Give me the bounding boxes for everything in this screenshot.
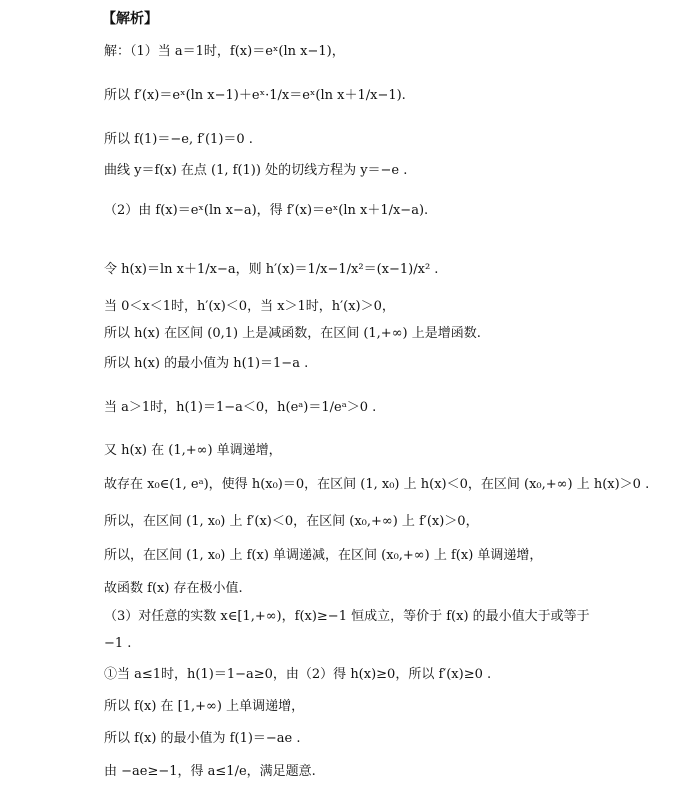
step-11-line: 又 h(x) 在 (1,+∞) 单调递增， bbox=[104, 443, 282, 458]
step-19-line: 所以 f(x) 在 [1,+∞) 上单调递增， bbox=[104, 699, 305, 714]
solution-heading-wrap bbox=[102, 8, 158, 28]
step-7-line: 当 0＜x＜1时，h′(x)＜0，当 x＞1时，h′(x)＞0， bbox=[104, 299, 395, 314]
step-14-line: 所以，在区间 (1, x₀) 上 f(x) 单调递减，在区间 (x₀,+∞) 上 f(x) 单调递增， bbox=[104, 548, 543, 563]
step-15-line: 故函数 f(x) 存在极小值. bbox=[104, 581, 243, 596]
step-3-line: 所以 f(1)＝−e, f′(1)＝0 . bbox=[104, 132, 253, 147]
step-4-line: 曲线 y＝f(x) 在点 (1, f(1)) 处的切线方程为 y＝−e . bbox=[104, 163, 408, 178]
step-21-line: 由 −ae≥−1，得 a≤1/e，满足题意. bbox=[104, 764, 316, 779]
step-20-line: 所以 f(x) 的最小值为 f(1)＝−ae . bbox=[104, 731, 301, 746]
step-10-line: 当 a＞1时，h(1)＝1−a＜0，h(eᵃ)＝1/eᵃ＞0 . bbox=[104, 400, 377, 415]
step-2-line: 所以 f′(x)＝eˣ(ln x−1)＋eˣ·1/x＝eˣ(ln x＋1/x−1). bbox=[104, 88, 406, 103]
step-6-line: 令 h(x)＝ln x＋1/x−a，则 h′(x)＝1/x−1/x²＝(x−1)/x² . bbox=[104, 262, 439, 277]
step-16-line: （3）对任意的实数 x∈[1,+∞)，f(x)≥−1 恒成立，等价于 f(x) 的最小值大于或等于 bbox=[104, 609, 590, 624]
step-9-line: 所以 h(x) 的最小值为 h(1)＝1−a . bbox=[104, 356, 309, 371]
step-12-line: 故存在 x₀∈(1, eᵃ)，使得 h(x₀)＝0，在区间 (1, x₀) 上 h(x)＜0，在区间 (x₀,+∞) 上 h(x)＞0 . bbox=[104, 477, 650, 492]
step-5-line: （2）由 f(x)＝eˣ(ln x−a)，得 f′(x)＝eˣ(ln x＋1/x−a). bbox=[104, 203, 429, 218]
step-13-line: 所以，在区间 (1, x₀) 上 f′(x)＜0，在区间 (x₀,+∞) 上 f′(x)＞0， bbox=[104, 514, 479, 529]
step-1-line: 解：（1）当 a＝1时，f(x)＝eˣ(ln x−1)， bbox=[104, 44, 345, 59]
step-8-line: 所以 h(x) 在区间 (0,1) 上是减函数，在区间 (1,+∞) 上是增函数. bbox=[104, 326, 481, 341]
step-18-line: ①当 a≤1时，h(1)＝1−a≥0，由（2）得 h(x)≥0，所以 f′(x)≥0 . bbox=[104, 667, 492, 682]
solution-heading: 【解析】 bbox=[102, 11, 158, 27]
step-17-line: −1 . bbox=[104, 636, 132, 651]
